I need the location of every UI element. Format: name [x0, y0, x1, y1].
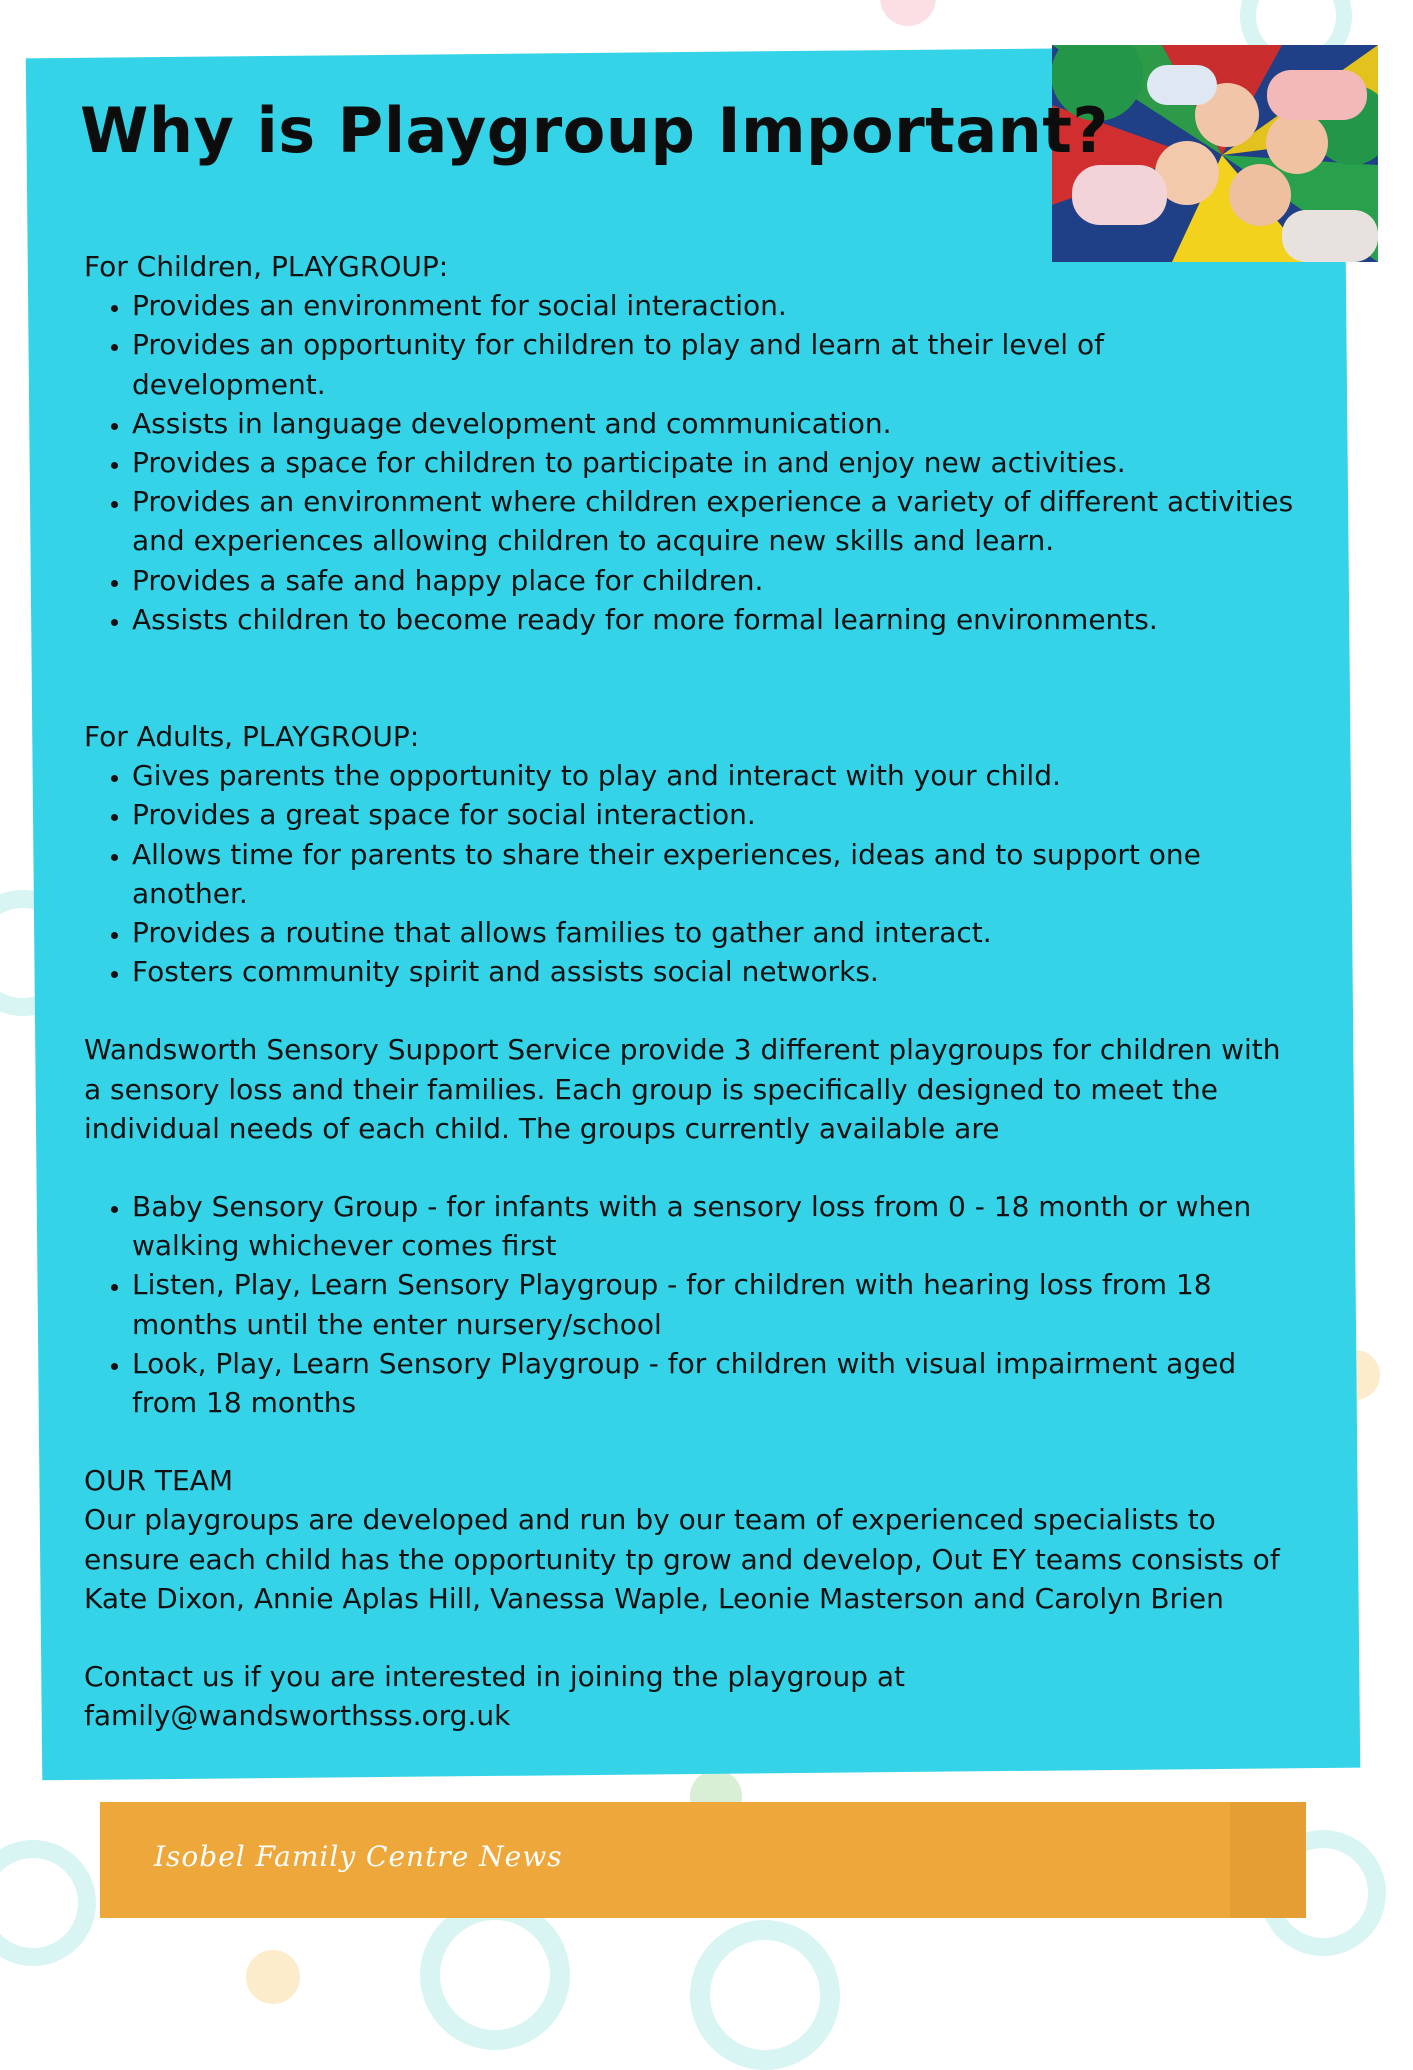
list-item: • Provides a space for children to participate in and enjoy new activities.	[132, 443, 1304, 482]
list-item: • Provides an opportunity for children to play and learn at their level of development.	[132, 325, 1304, 403]
banner-shade	[1230, 1802, 1306, 1918]
list-item: • Provides an environment for social interaction.	[132, 286, 1304, 325]
list-item: • Provides a safe and happy place for children.	[132, 561, 1304, 600]
contact-email[interactable]: family@wandsworthsss.org.uk	[84, 1699, 511, 1733]
list-item: • Allows time for parents to share their experiences, ideas and to support one another.	[132, 835, 1304, 913]
list-item: • Assists in language development and communication.	[132, 404, 1304, 443]
list-item: • Provides a great space for social interaction.	[132, 795, 1304, 834]
decor-ring-bottom-center	[420, 1900, 570, 2050]
adults-benefits-list	[84, 756, 1304, 991]
service-intro: Wandsworth Sensory Support Service provide 3 different playgroups for children with a sensory loss and their families. Each group is specifically designed to meet the individual needs of each child. The groups currently available are	[84, 1033, 1281, 1145]
list-item: • Gives parents the opportunity to play and interact with your child.	[132, 756, 1304, 795]
footer-banner	[100, 1802, 1306, 1918]
decor-ring-bottom-left	[0, 1840, 96, 1966]
list-item: • Provides a routine that allows families to gather and interact.	[132, 913, 1304, 952]
children-heading: For Children, PLAYGROUP:	[84, 250, 449, 283]
team-heading: OUR TEAM	[84, 1464, 233, 1498]
list-item: • Assists children to become ready for more formal learning environments.	[132, 600, 1304, 639]
playgroups-list	[84, 1187, 1304, 1422]
list-item: • Baby Sensory Group - for infants with a sensory loss from 0 - 18 month or when walking whichever comes first	[132, 1187, 1304, 1265]
adults-heading: For Adults, PLAYGROUP:	[84, 720, 420, 754]
list-item: • Fosters community spirit and assists social networks.	[132, 952, 1304, 991]
decor-ring-bottom-right	[690, 1920, 840, 2070]
team-text: Our playgroups are developed and run by our team of experienced specialists to ensure each child has the opportunity tp grow and develop, Out EY teams consists of Kate Dixon, Annie Aplas Hill, Vanessa Waple, Leonie Masterson and Carolyn Brien	[84, 1503, 1280, 1615]
contact-line: Contact us if you are interested in joining the playgroup at	[84, 1660, 906, 1694]
page-title: Why is Playgroup Important?	[80, 94, 1109, 167]
list-item: • Provides an environment where children experience a variety of different activities and experiences allowing children to acquire new skills and learn.	[132, 482, 1304, 560]
main-content	[84, 247, 1304, 1736]
decor-dot-yellow-bottom	[246, 1950, 300, 2004]
children-benefits-list	[84, 286, 1304, 639]
list-item: • Look, Play, Learn Sensory Playgroup - for children with visual impairment aged from 18 months	[132, 1344, 1304, 1422]
banner-title: Isobel Family Centre News	[154, 1840, 563, 1873]
decor-dot-pink-top	[880, 0, 936, 26]
list-item: • Listen, Play, Learn Sensory Playgroup - for children with hearing loss from 18 months until the enter nursery/school	[132, 1265, 1304, 1343]
